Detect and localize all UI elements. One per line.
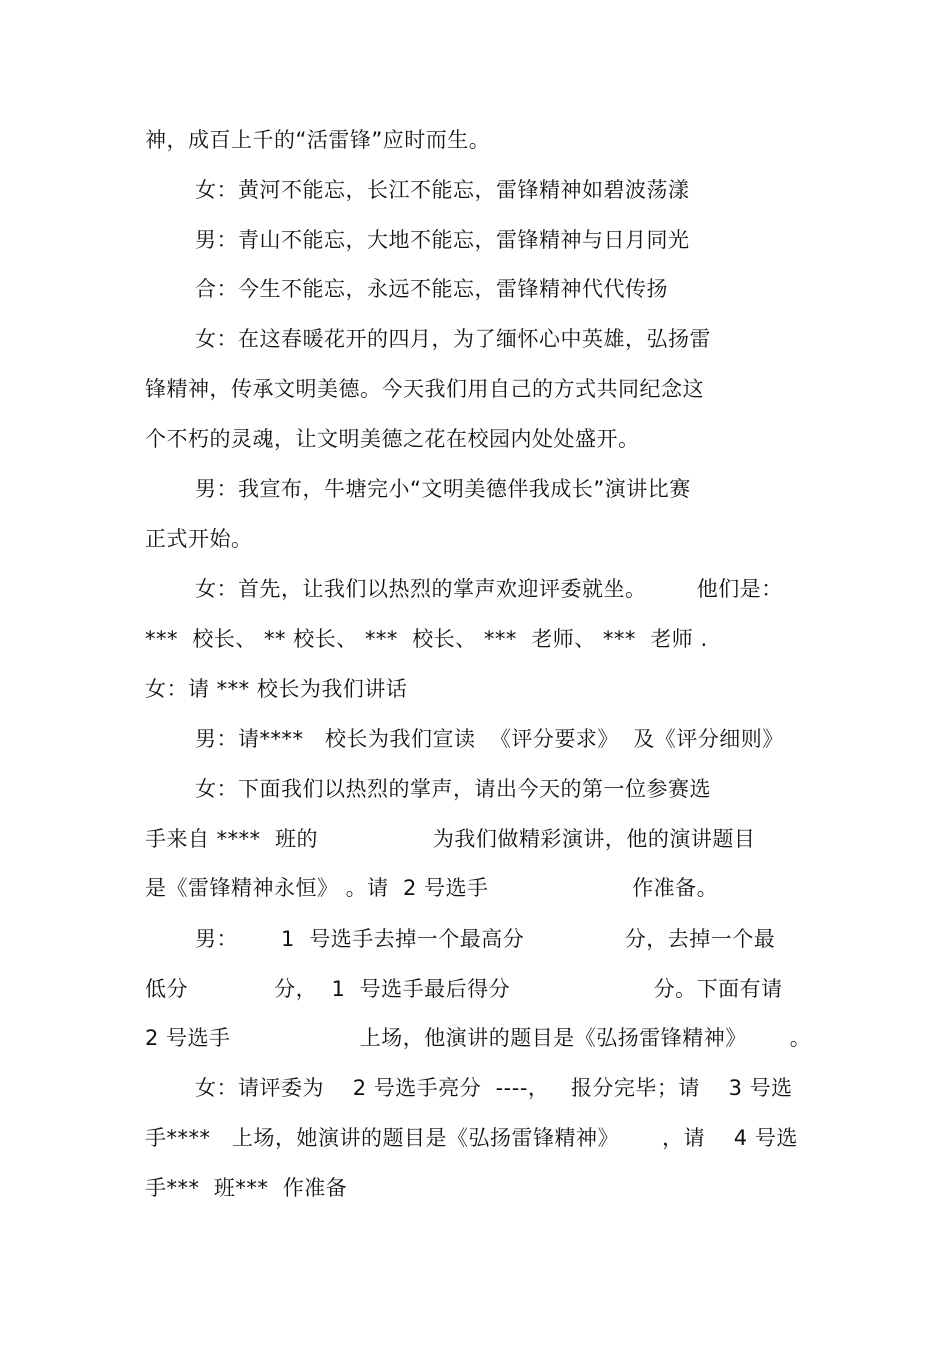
text-line: 女：请评委为 2 号选手亮分 ----， 报分完毕；请 3 号选: [195, 1076, 793, 1100]
text-line: 手来自 **** 班的 为我们做精彩演讲，他的演讲题目: [145, 827, 756, 851]
text-line: 神，成百上千的“活雷锋”应时而生。: [145, 128, 491, 152]
text-line: 合：今生不能忘，永远不能忘，雷锋精神代代传扬: [195, 277, 668, 301]
text-line: 女：首先，让我们以热烈的掌声欢迎评委就坐。 他们是：: [195, 577, 783, 601]
text-line: 男：青山不能忘，大地不能忘，雷锋精神与日月同光: [195, 228, 690, 252]
text-line: 男： 1 号选手去掉一个最高分 分，去掉一个最: [195, 927, 776, 951]
text-line: *** 校长、 ** 校长、 *** 校长、 *** 老师、 *** 老师 .: [145, 627, 708, 651]
text-line: 女：请 *** 校长为我们讲话: [145, 677, 408, 701]
text-line: 男：我宣布，牛塘完小“文明美德伴我成长”演讲比赛: [195, 477, 691, 501]
text-line: 锋精神，传承文明美德。今天我们用自己的方式共同纪念这: [145, 377, 704, 401]
text-line: 女：在这春暖花开的四月，为了缅怀心中英雄，弘扬雷: [195, 327, 711, 351]
text-line: 个不朽的灵魂，让文明美德之花在校园内处处盛开。: [145, 427, 640, 451]
text-line: 低分 分， 1 号选手最后得分 分。下面有请: [145, 977, 783, 1001]
text-line: 女：黄河不能忘，长江不能忘，雷锋精神如碧波荡漾: [195, 178, 690, 202]
text-line: 手**** 上场，她演讲的题目是《弘扬雷锋精神》 ，请 4 号选: [145, 1126, 798, 1150]
text-line: 手*** 班*** 作准备: [145, 1176, 348, 1200]
text-line: 是《雷锋精神永恒》 。请 2 号选手 作准备。: [145, 876, 719, 900]
text-line: 正式开始。: [145, 527, 253, 551]
text-line: 女：下面我们以热烈的掌声，请出今天的第一位参赛选: [195, 777, 711, 801]
text-line: 2 号选手 上场，他演讲的题目是《弘扬雷锋精神》 。: [145, 1026, 812, 1050]
text-line: 男：请**** 校长为我们宣读 《评分要求》 及《评分细则》: [195, 727, 784, 751]
